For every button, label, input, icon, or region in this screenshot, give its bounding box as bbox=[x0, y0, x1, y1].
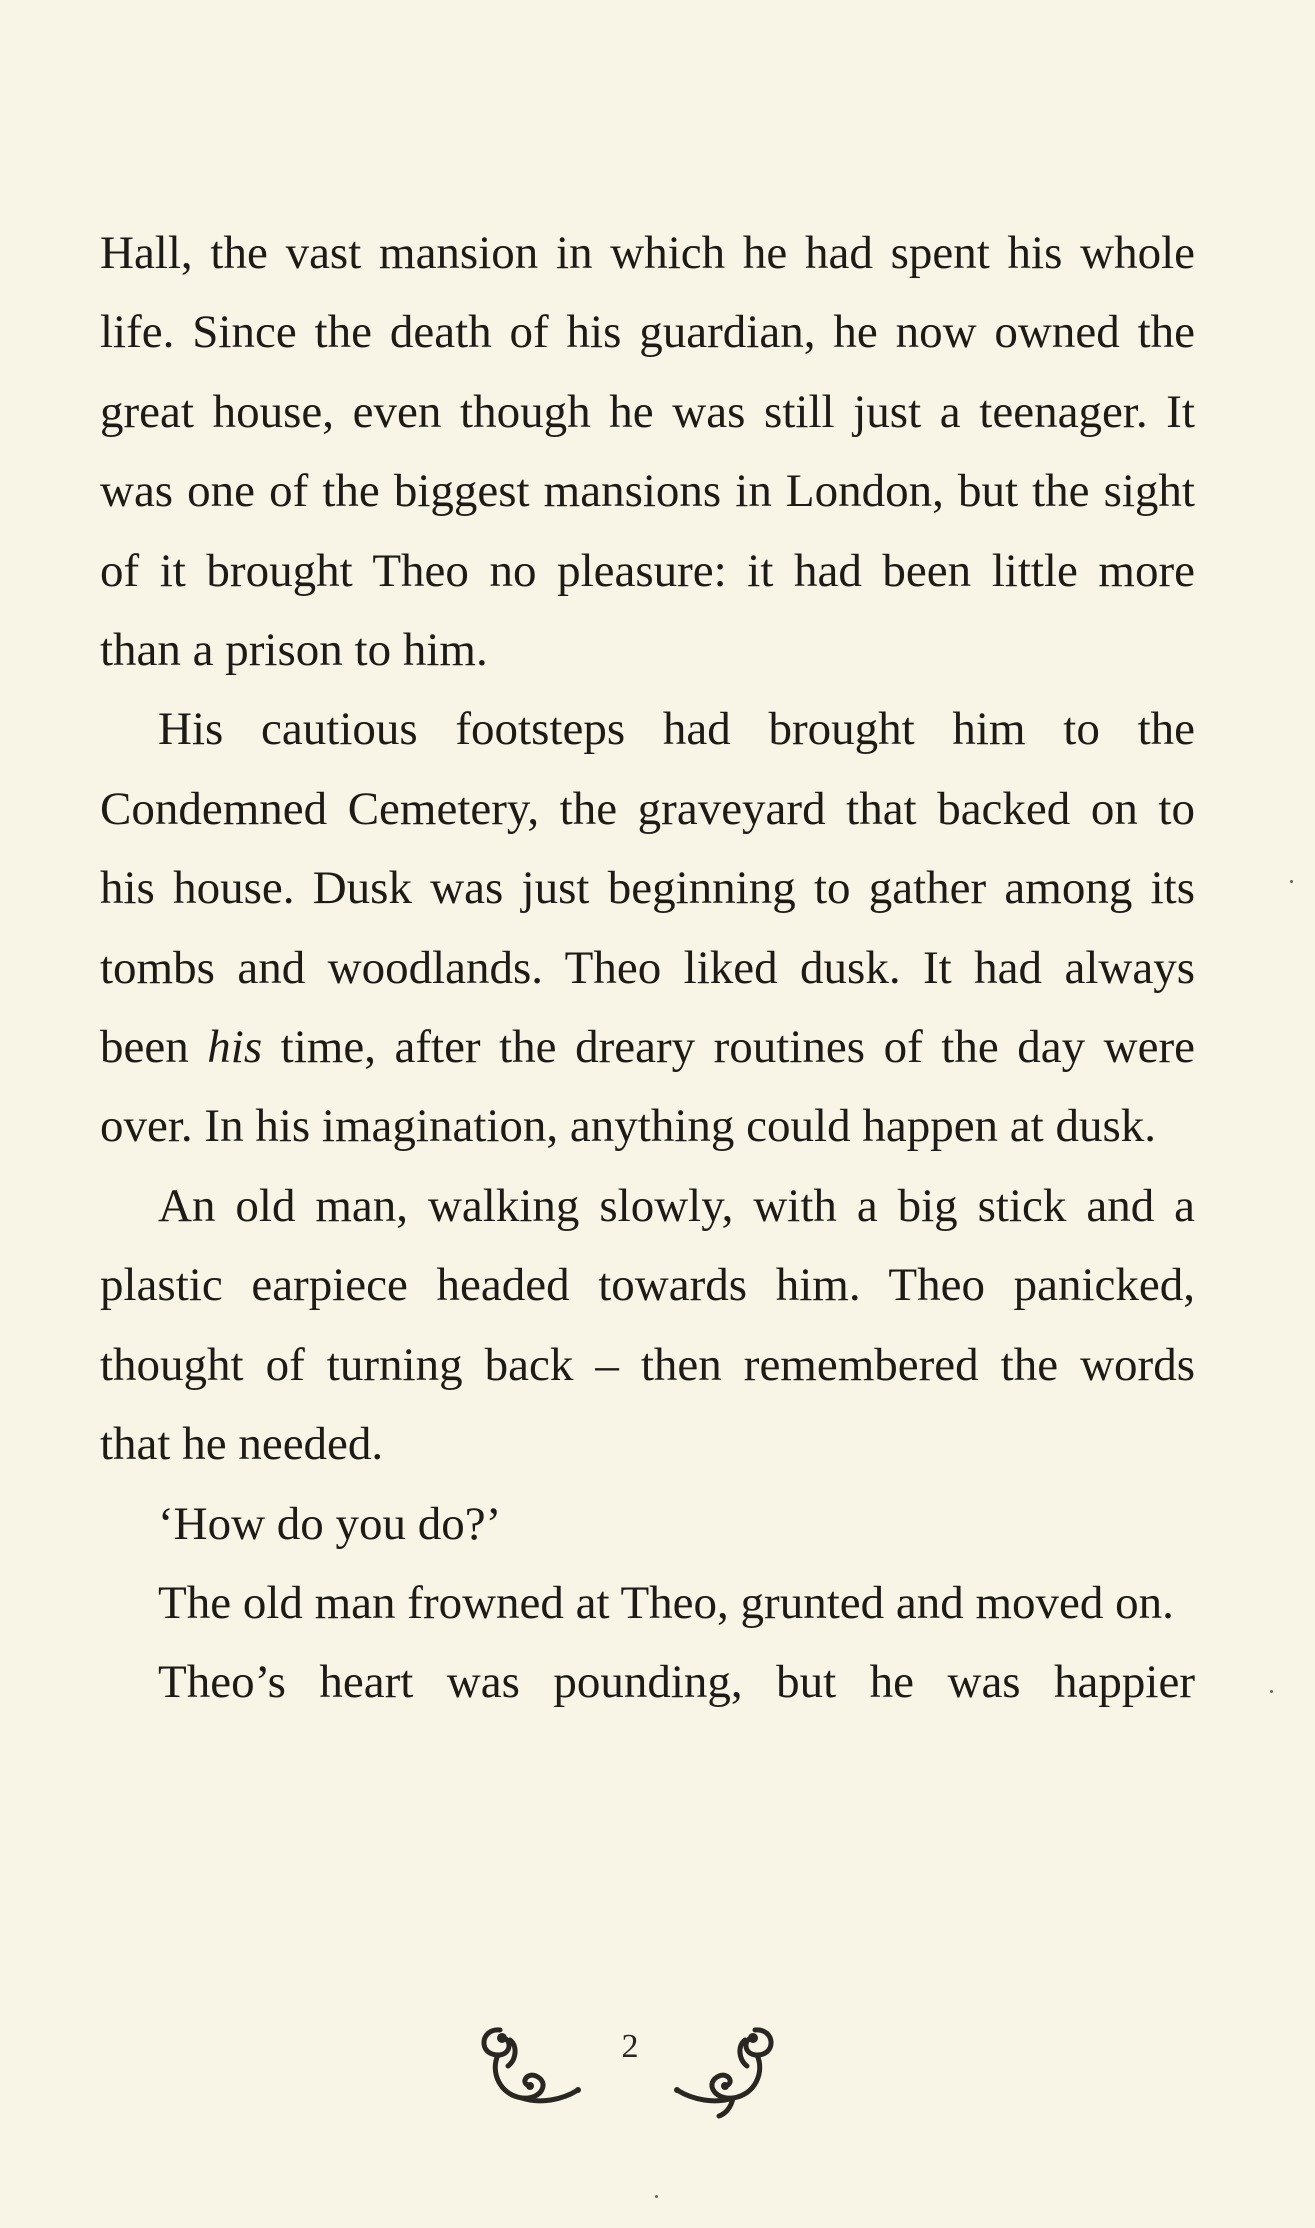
paper-speck bbox=[655, 2195, 658, 2198]
paper-speck bbox=[1270, 1690, 1273, 1693]
paragraph-3-text: An old man, walking slowly, with a big stick and a plastic earpiece headed towards him. Theo panicked, thought of turning back – then remembered the words that he needed. bbox=[100, 1179, 1195, 1471]
paragraph-5 bbox=[100, 1564, 1195, 1643]
paragraph-4-text: ‘How do you do?’ bbox=[158, 1497, 502, 1550]
paragraph-2 bbox=[100, 690, 1195, 1166]
paragraph-2-text-a: His cautious footsteps had brought him to the Condemned Cemetery, the graveyard that backed on to his house. Dusk was just beginning to gather among its tombs and woodlands. Theo liked dusk. It had always been bbox=[100, 703, 1195, 1074]
paragraph-2-emphasis: his bbox=[207, 1021, 263, 1074]
paragraph-6 bbox=[100, 1643, 1195, 1722]
paragraph-1-text: Hall, the vast mansion in which he had spent his whole life. Since the death of his guardian, he now owned the great house, even though he was still just a teenager. It was one of the biggest mansions in London, but the sight of it brought Theo no pleasure: it had been little more than a prison to him. bbox=[100, 227, 1195, 677]
paragraph-3 bbox=[100, 1167, 1195, 1485]
paragraph-1 bbox=[100, 214, 1195, 690]
page-footer bbox=[0, 2010, 1315, 2130]
paragraph-2-text-b: time, after the dreary routines of the day were over. In his imagination, anything could happen at dusk. bbox=[100, 1021, 1195, 1153]
paper-speck bbox=[1290, 880, 1293, 883]
paragraph-4 bbox=[100, 1485, 1195, 1564]
body-text bbox=[100, 214, 1195, 1723]
paragraph-5-text: The old man frowned at Theo, grunted and moved on. bbox=[158, 1576, 1174, 1629]
page-number: 2 bbox=[621, 2028, 639, 2065]
flourish-ornament-icon bbox=[470, 2010, 590, 2120]
flourish-ornament-icon bbox=[665, 2010, 785, 2120]
paragraph-6-text: Theo’s heart was pounding, but he was happier bbox=[158, 1656, 1195, 1709]
